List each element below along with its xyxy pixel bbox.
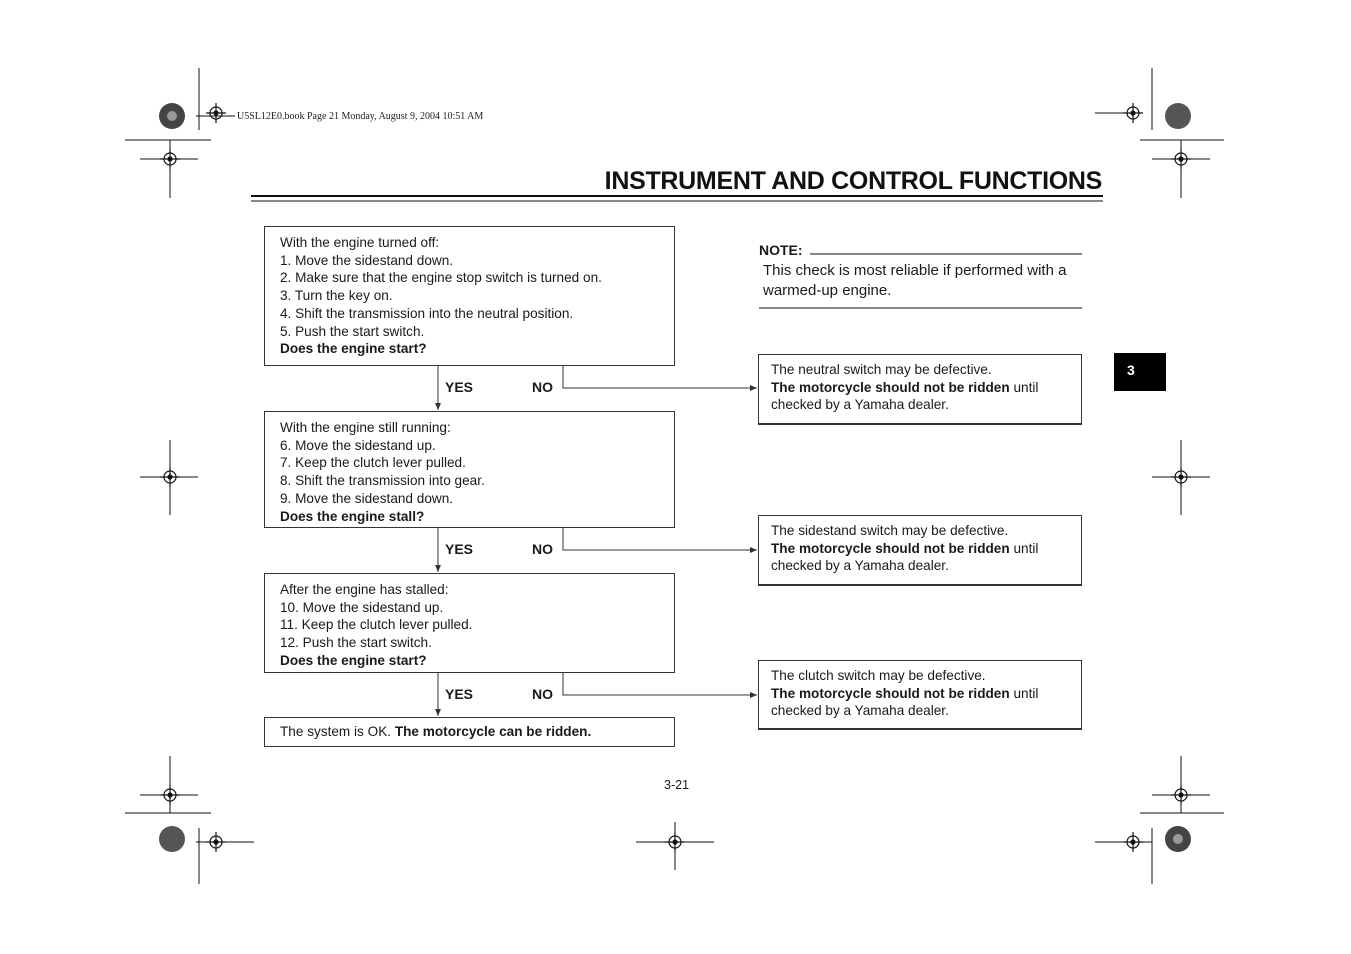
defect-suffix: until — [1009, 685, 1039, 701]
step3-box — [264, 573, 675, 673]
yes-label: YES — [445, 541, 474, 557]
step2-item: 8. Shift the transmission into gear. — [280, 473, 485, 489]
step1-item: 3. Turn the key on. — [280, 288, 393, 304]
defect-box-neutral — [758, 354, 1082, 425]
defect-suffix: until — [1009, 540, 1039, 556]
result-text: The system is OK. — [280, 724, 395, 739]
step3-question: Does the engine start? — [280, 652, 427, 668]
no-label: NO — [532, 541, 553, 557]
step2-question: Does the engine stall? — [280, 508, 425, 524]
defect-line: The sidestand switch may be defective. — [771, 523, 1009, 538]
defect-line: checked by a Yamaha dealer. — [771, 397, 949, 413]
step2-item: 9. Move the sidestand down. — [280, 490, 454, 506]
result-bold: The motorcycle can be ridden. — [394, 724, 592, 739]
chapter-tab: 3 — [1114, 353, 1166, 391]
defect-line: checked by a Yamaha dealer. — [771, 558, 949, 574]
step1-box — [264, 226, 675, 366]
note-text: This check is most reliable if performed with a warmed-up engine. — [763, 262, 1067, 299]
step3-intro: After the engine has stalled: — [280, 582, 449, 597]
yes-label: YES — [445, 379, 474, 395]
step1-question: Does the engine start? — [280, 341, 427, 357]
note-heading: NOTE: — [759, 242, 803, 258]
step2-item: 6. Move the sidestand up. — [280, 437, 436, 453]
page-number: 3-21 — [664, 778, 690, 792]
step2-box — [264, 411, 675, 528]
defect-suffix: until — [1009, 379, 1039, 395]
step1-item: 1. Move the sidestand down. — [280, 252, 454, 268]
step1-item: 5. Push the start switch. — [280, 323, 425, 339]
book-info-header: U5SL12E0.book Page 21 Monday, August 9, 2004 10:51 AM — [237, 111, 484, 122]
yes-label: YES — [445, 686, 474, 702]
defect-warning: The motorcycle should not be ridden — [771, 685, 1010, 701]
defect-warning: The motorcycle should not be ridden — [771, 379, 1010, 395]
step1-item: 4. Shift the transmission into the neutral position. — [280, 305, 574, 321]
no-label: NO — [532, 686, 553, 702]
no-label: NO — [532, 379, 553, 395]
defect-line: checked by a Yamaha dealer. — [771, 703, 949, 719]
page-title: INSTRUMENT AND CONTROL FUNCTIONS — [604, 167, 1102, 195]
step3-item: 12. Push the start switch. — [280, 635, 432, 651]
step2-item: 7. Keep the clutch lever pulled. — [280, 455, 466, 471]
step3-item: 10. Move the sidestand up. — [280, 599, 444, 615]
step1-intro: With the engine turned off: — [280, 235, 440, 250]
result-box — [264, 717, 675, 747]
step1-item: 2. Make sure that the engine stop switch is turned on. — [280, 270, 602, 286]
defect-line: The neutral switch may be defective. — [771, 362, 992, 377]
step3-item: 11. Keep the clutch lever pulled. — [280, 617, 473, 633]
defect-line: The clutch switch may be defective. — [771, 668, 986, 683]
defect-warning: The motorcycle should not be ridden — [771, 540, 1010, 556]
defect-box-sidestand — [758, 515, 1082, 586]
defect-box-clutch — [758, 660, 1082, 730]
step2-intro: With the engine still running: — [280, 420, 451, 435]
